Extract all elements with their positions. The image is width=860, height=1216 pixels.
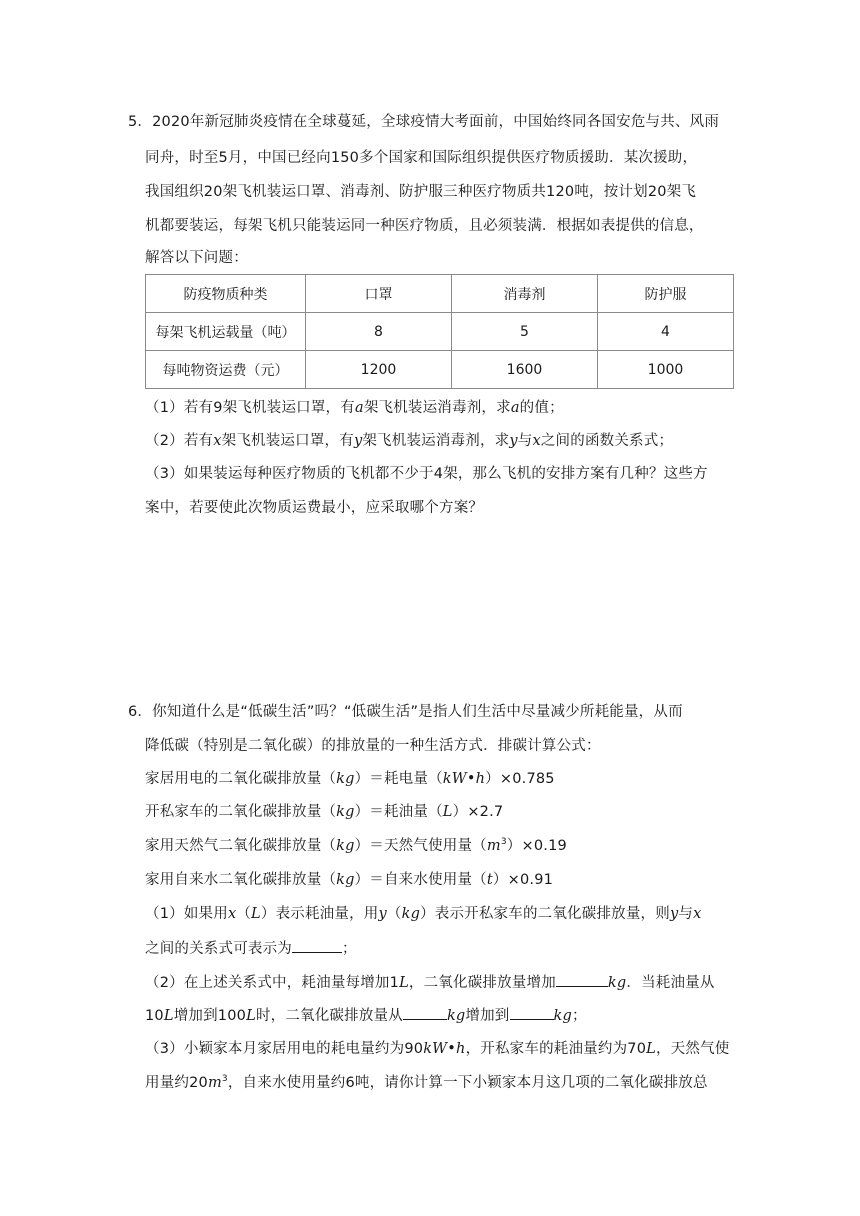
q5-line-3: 我国组织20架飞机装运口罩、消毒剂、防护服三种医疗物质共120吨，按计划20架飞 bbox=[145, 184, 697, 200]
q5-sub-2: （2）若有x架飞机装运口罩，有y架飞机装运消毒剂，求y与x之间的函数关系式； bbox=[145, 433, 674, 449]
table-row bbox=[146, 313, 734, 351]
q6-formula-water: 家用自来水二氧化碳排放量（kg）＝自来水使用量（t）×0.91 bbox=[145, 872, 554, 888]
q6-formula-car: 开私家车的二氧化碳排放量（kg）＝耗油量（L）×2.7 bbox=[145, 804, 504, 820]
q6-formula-electricity: 家居用电的二氧化碳排放量（kg）＝耗电量（kW•h）×0.785 bbox=[145, 771, 555, 787]
q6-sub-3-line-2: 用量约$20m^3$，自来水使用量约6吨，请你计算一下小颖家本月这几项的二氧化碳排放总 bbox=[145, 1074, 708, 1091]
table-cell: 4 bbox=[598, 313, 734, 351]
q5-sub-3-line-1: （3）如果装运每种医疗物质的飞机都不少于4架，那么飞机的安排方案有几种？这些方 bbox=[145, 466, 708, 482]
answer-blank[interactable] bbox=[292, 938, 342, 953]
table-cell: 1000 bbox=[598, 351, 734, 389]
q6-intro-line-2: 降低碳（特别是二氧化碳）的排放量的一种生活方式．排碳计算公式： bbox=[145, 738, 601, 754]
table-header-cell: 防护服 bbox=[598, 275, 734, 313]
table-cell: 1200 bbox=[306, 351, 452, 389]
q6-intro-line-1: 6．你知道什么是“低碳生活”吗？“低碳生活”是指人们生活中尽量减少所耗能量，从而 bbox=[128, 704, 683, 720]
table-row bbox=[146, 351, 734, 389]
supply-table bbox=[145, 274, 734, 389]
table-cell: 每吨物资运费（元） bbox=[146, 351, 306, 389]
table-cell: 1600 bbox=[452, 351, 598, 389]
q6-formula-gas: 家用天然气二氧化碳排放量（kg）＝天然气使用量$(m^3)\times 0.19$ bbox=[145, 837, 567, 854]
answer-blank[interactable] bbox=[510, 1005, 554, 1020]
table-header-cell: 消毒剂 bbox=[452, 275, 598, 313]
q6-sub-2-line-2: 10L增加到100L时，二氧化碳排放量从 kg增加到 kg； bbox=[145, 1005, 587, 1026]
table-cell: 8 bbox=[306, 313, 452, 351]
answer-blank[interactable] bbox=[403, 1005, 447, 1020]
table-header-row bbox=[146, 275, 734, 313]
q5-line-5: 解答以下问题： bbox=[145, 250, 248, 266]
q5-sub-3-line-2: 案中，若要使此次物质运费最小，应采取哪个方案？ bbox=[145, 500, 484, 516]
table-header-cell: 口罩 bbox=[306, 275, 452, 313]
table-cell: 5 bbox=[452, 313, 598, 351]
q5-line-2: 同舟，时至5月，中国已经向150多个国家和国际组织提供医疗物质援助．某次援助， bbox=[145, 150, 698, 166]
q6-sub-3-line-1: （3）小颖家本月家居用电的耗电量约为90kW•h，开私家车的耗油量约为70L，天然气使 bbox=[145, 1041, 730, 1057]
q5-sub-1: （1）若有9架飞机装运口罩，有a架飞机装运消毒剂，求a的值； bbox=[145, 400, 564, 416]
answer-blank[interactable] bbox=[556, 972, 608, 987]
q6-sub-2-line-1: （2）在上述关系式中，耗油量每增加1L，二氧化碳排放量增加 kg．当耗油量从 bbox=[145, 972, 715, 993]
q5-line-1: 5．2020年新冠肺炎疫情在全球蔓延，全球疫情大考面前，中国始终同各国安危与共、风雨 bbox=[128, 114, 720, 130]
q6-sub-1-line-2: 之间的关系式可表示为 ； bbox=[145, 938, 357, 959]
q6-sub-1-line-1: （1）如果用x（L）表示耗油量，用y（kg）表示开私家车的二氧化碳排放量，则y与x bbox=[145, 906, 702, 922]
q5-line-4: 机都要装运，每架飞机只能装运同一种医疗物质，且必须装满．根据如表提供的信息， bbox=[145, 218, 704, 234]
table-header-cell: 防疫物质种类 bbox=[146, 275, 306, 313]
table-cell: 每架飞机运载量（吨） bbox=[146, 313, 306, 351]
